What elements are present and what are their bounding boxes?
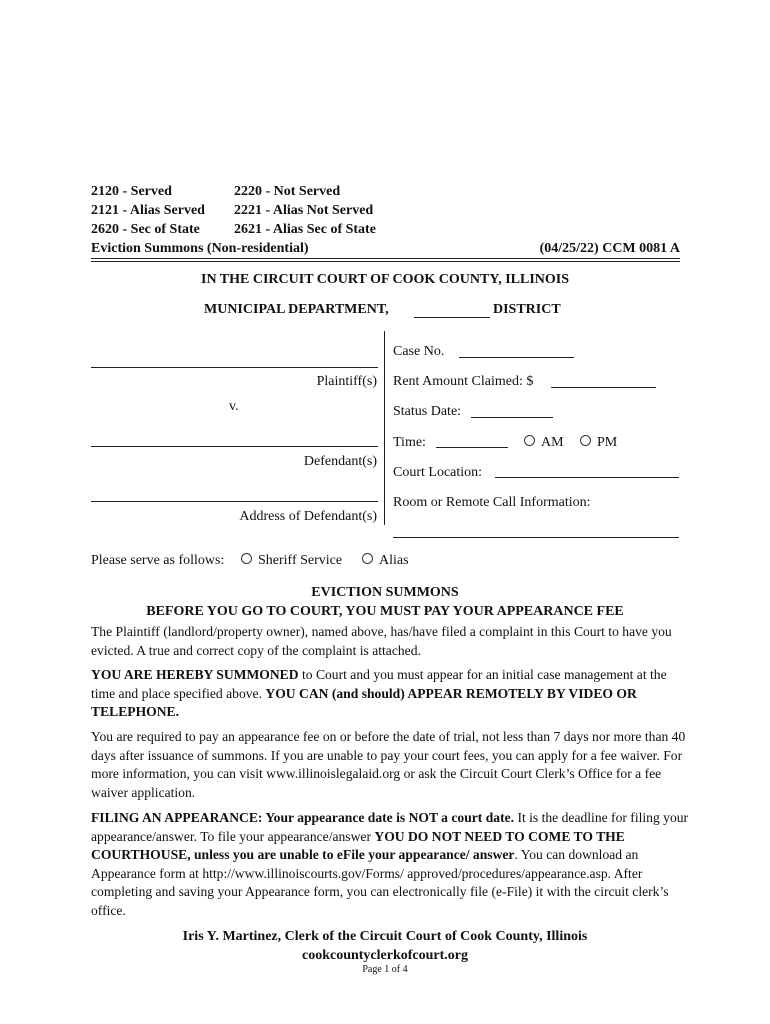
district-blank[interactable] [414, 317, 490, 318]
fee-paragraph: You are required to pay an appearance fee on or before the date of trial, not less than 7 days nor more than 40 days after issuance of summons. If you are unable to pay your court fees, you can apply for a fee waiver. For more information, you can visit www.illinoislegalaid.org or ask the Circuit Court Clerk’s Office for a fee waiver application. [91, 729, 686, 800]
summoned-text: to Court and you must appear for an initial case management at the time and place specified above. [91, 667, 667, 701]
court-location-label: Court Location: [393, 465, 483, 480]
case-no-field[interactable] [459, 357, 574, 358]
status-date-field[interactable] [471, 417, 553, 418]
pm-radio-icon[interactable] [580, 435, 591, 446]
header-rule-thin-2 [91, 261, 680, 262]
room-field[interactable] [393, 537, 679, 538]
page-number: Page 1 of 4 [362, 964, 408, 975]
form-title: Eviction Summons (Non-residential) [91, 241, 309, 256]
disposition-codes-right [234, 182, 376, 239]
caption-divider [384, 331, 385, 525]
filing-bold: FILING AN APPEARANCE: Your appearance date is NOT a court date. [91, 810, 515, 825]
code-served: 2120 - Served [91, 184, 172, 199]
filing-text-1: It is the deadline for filing your appearance/answer. To file your appearance/answer [91, 810, 689, 844]
defendant-line[interactable] [91, 446, 378, 447]
am-radio-icon[interactable] [524, 435, 535, 446]
summoned-paragraph [91, 666, 691, 722]
rent-label: Rent Amount Claimed: $ [393, 374, 534, 389]
am-label: AM [541, 435, 564, 450]
filing-text-2: . You can download an Appearance form at http://www.illinoiscourts.gov/Forms/ approved/procedures/appearance.asp. After completing and saving your Appearance form, you can electronically file (e-File) it with the circuit clerk’s office. [91, 847, 669, 918]
serve-label: Please serve as follows: [91, 553, 225, 568]
alias-label: Alias [379, 553, 409, 568]
sheriff-label: Sheriff Service [258, 553, 343, 568]
alias-option[interactable] [362, 553, 409, 569]
clerk-name: Iris Y. Martinez, Clerk of the Circuit Court of Cook County, Illinois [182, 929, 588, 944]
court-heading: IN THE CIRCUIT COURT OF COOK COUNTY, ILLINOIS [201, 272, 569, 287]
complaint-paragraph: The Plaintiff (landlord/property owner), named above, has/have filed a complaint in this Court to have you evicted. A true and correct copy of the complaint is attached. [91, 624, 672, 658]
disposition-codes-left [91, 182, 205, 239]
department-label: MUNICIPAL DEPARTMENT, [204, 302, 389, 317]
time-field[interactable] [436, 447, 508, 448]
status-date-label: Status Date: [393, 404, 462, 419]
room-label: Room or Remote Call Information: [393, 495, 591, 510]
sheriff-service-option[interactable] [241, 553, 342, 569]
clerk-website[interactable]: cookcountyclerkofcourt.org [301, 948, 469, 963]
court-location-field[interactable] [495, 477, 679, 478]
alias-radio-icon[interactable] [362, 553, 373, 564]
code-not-served: 2220 - Not Served [234, 184, 341, 199]
case-no-label: Case No. [393, 344, 445, 359]
defendant-label: Defendant(s) [303, 454, 377, 469]
pm-option[interactable] [580, 435, 617, 451]
remote-bold: YOU CAN (and should) APPEAR REMOTELY BY VIDEO OR TELEPHONE. [91, 685, 637, 719]
district-label: DISTRICT [493, 302, 561, 317]
versus-label: v. [229, 399, 239, 414]
code-alias-sec-of-state: 2621 - Alias Sec of State [234, 222, 376, 237]
summons-title: EVICTION SUMMONS [311, 585, 459, 600]
code-alias-served: 2121 - Alias Served [91, 203, 205, 218]
pm-label: PM [597, 435, 618, 450]
form-id: (04/25/22) CCM 0081 A [539, 241, 680, 256]
courthouse-bold: YOU DO NOT NEED TO COME TO THE COURTHOUSE, unless you are unable to eFile your appearance/ answer [91, 828, 625, 862]
plaintiff-line[interactable] [91, 367, 378, 368]
code-alias-not-served: 2221 - Alias Not Served [234, 203, 374, 218]
sheriff-radio-icon[interactable] [241, 553, 252, 564]
address-line[interactable] [91, 501, 378, 502]
code-sec-of-state: 2620 - Sec of State [91, 222, 200, 237]
filing-paragraph [91, 809, 691, 920]
am-option[interactable] [524, 435, 564, 451]
address-label: Address of Defendant(s) [239, 509, 377, 524]
summoned-bold: YOU ARE HEREBY SUMMONED [91, 667, 299, 682]
header-rule-thin [91, 258, 680, 259]
time-label: Time: [393, 435, 426, 450]
plaintiff-label: Plaintiff(s) [316, 374, 377, 389]
fee-heading: BEFORE YOU GO TO COURT, YOU MUST PAY YOUR APPEARANCE FEE [146, 604, 624, 619]
rent-field[interactable] [551, 387, 656, 388]
